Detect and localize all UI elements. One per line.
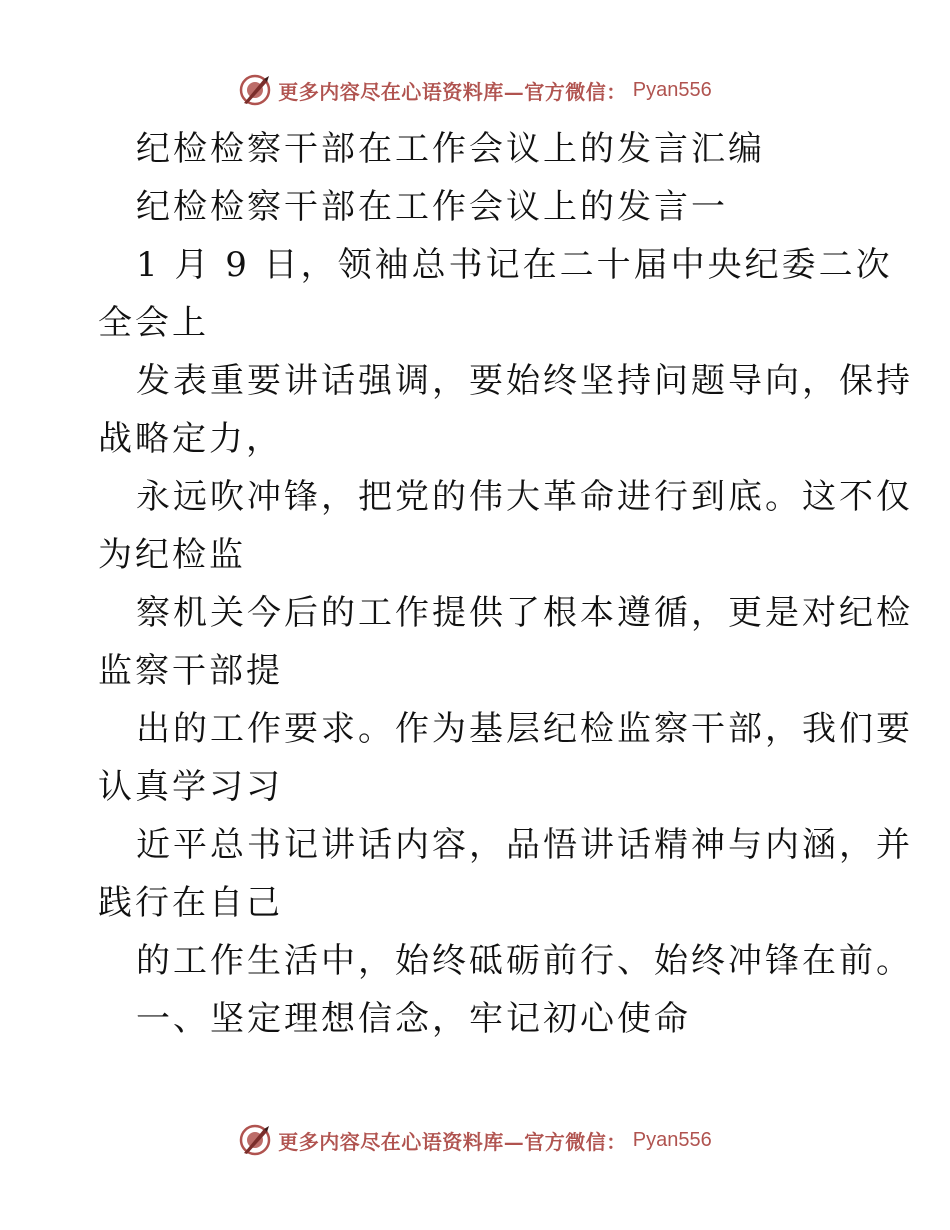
paragraph-line: 发表重要讲话强调，要始终坚持问题导向，保持 [136, 361, 913, 401]
paragraph-line: 察机关今后的工作提供了根本遵循，更是对纪检 [136, 593, 913, 633]
paragraph-line: 1 月 9 日，领袖总书记在二十届中央纪委二次 [136, 245, 893, 285]
paragraph-line: 监察干部提 [98, 651, 283, 691]
footer-watermark [0, 1120, 950, 1160]
paragraph-line: 的工作生活中，始终砥砺前行、始终冲锋在前。 [136, 941, 913, 981]
header-watermark-wechat-id: Pyan556 [632, 78, 712, 101]
footer-watermark-wechat-id: Pyan556 [632, 1128, 712, 1151]
header-watermark [0, 70, 950, 110]
paragraph-line: 践行在自己 [98, 883, 283, 923]
footer-watermark-text: 更多内容尽在心语资料库—官方微信： [278, 1129, 627, 1154]
paragraph-line: 认真学习习 [98, 767, 283, 807]
paragraph-line: 为纪检监 [98, 535, 246, 575]
quill-seal-icon [238, 1123, 272, 1157]
paragraph-line: 永远吹冲锋，把党的伟大革命进行到底。这不仅 [136, 477, 913, 517]
paragraph-line: 战略定力， [98, 419, 283, 459]
quill-seal-icon [238, 73, 272, 107]
header-watermark-text: 更多内容尽在心语资料库—官方微信： [278, 79, 627, 104]
paragraph-line: 全会上 [98, 303, 209, 343]
paragraph-line: 出的工作要求。作为基层纪检监察干部，我们要 [136, 709, 913, 749]
section-heading: 一、坚定理想信念，牢记初心使命 [136, 999, 691, 1039]
paragraph-line: 近平总书记讲话内容，品悟讲话精神与内涵，并 [136, 825, 913, 865]
doc-subtitle: 纪检检察干部在工作会议上的发言一 [136, 187, 728, 227]
document-body [98, 120, 913, 1048]
doc-title: 纪检检察干部在工作会议上的发言汇编 [136, 129, 765, 169]
